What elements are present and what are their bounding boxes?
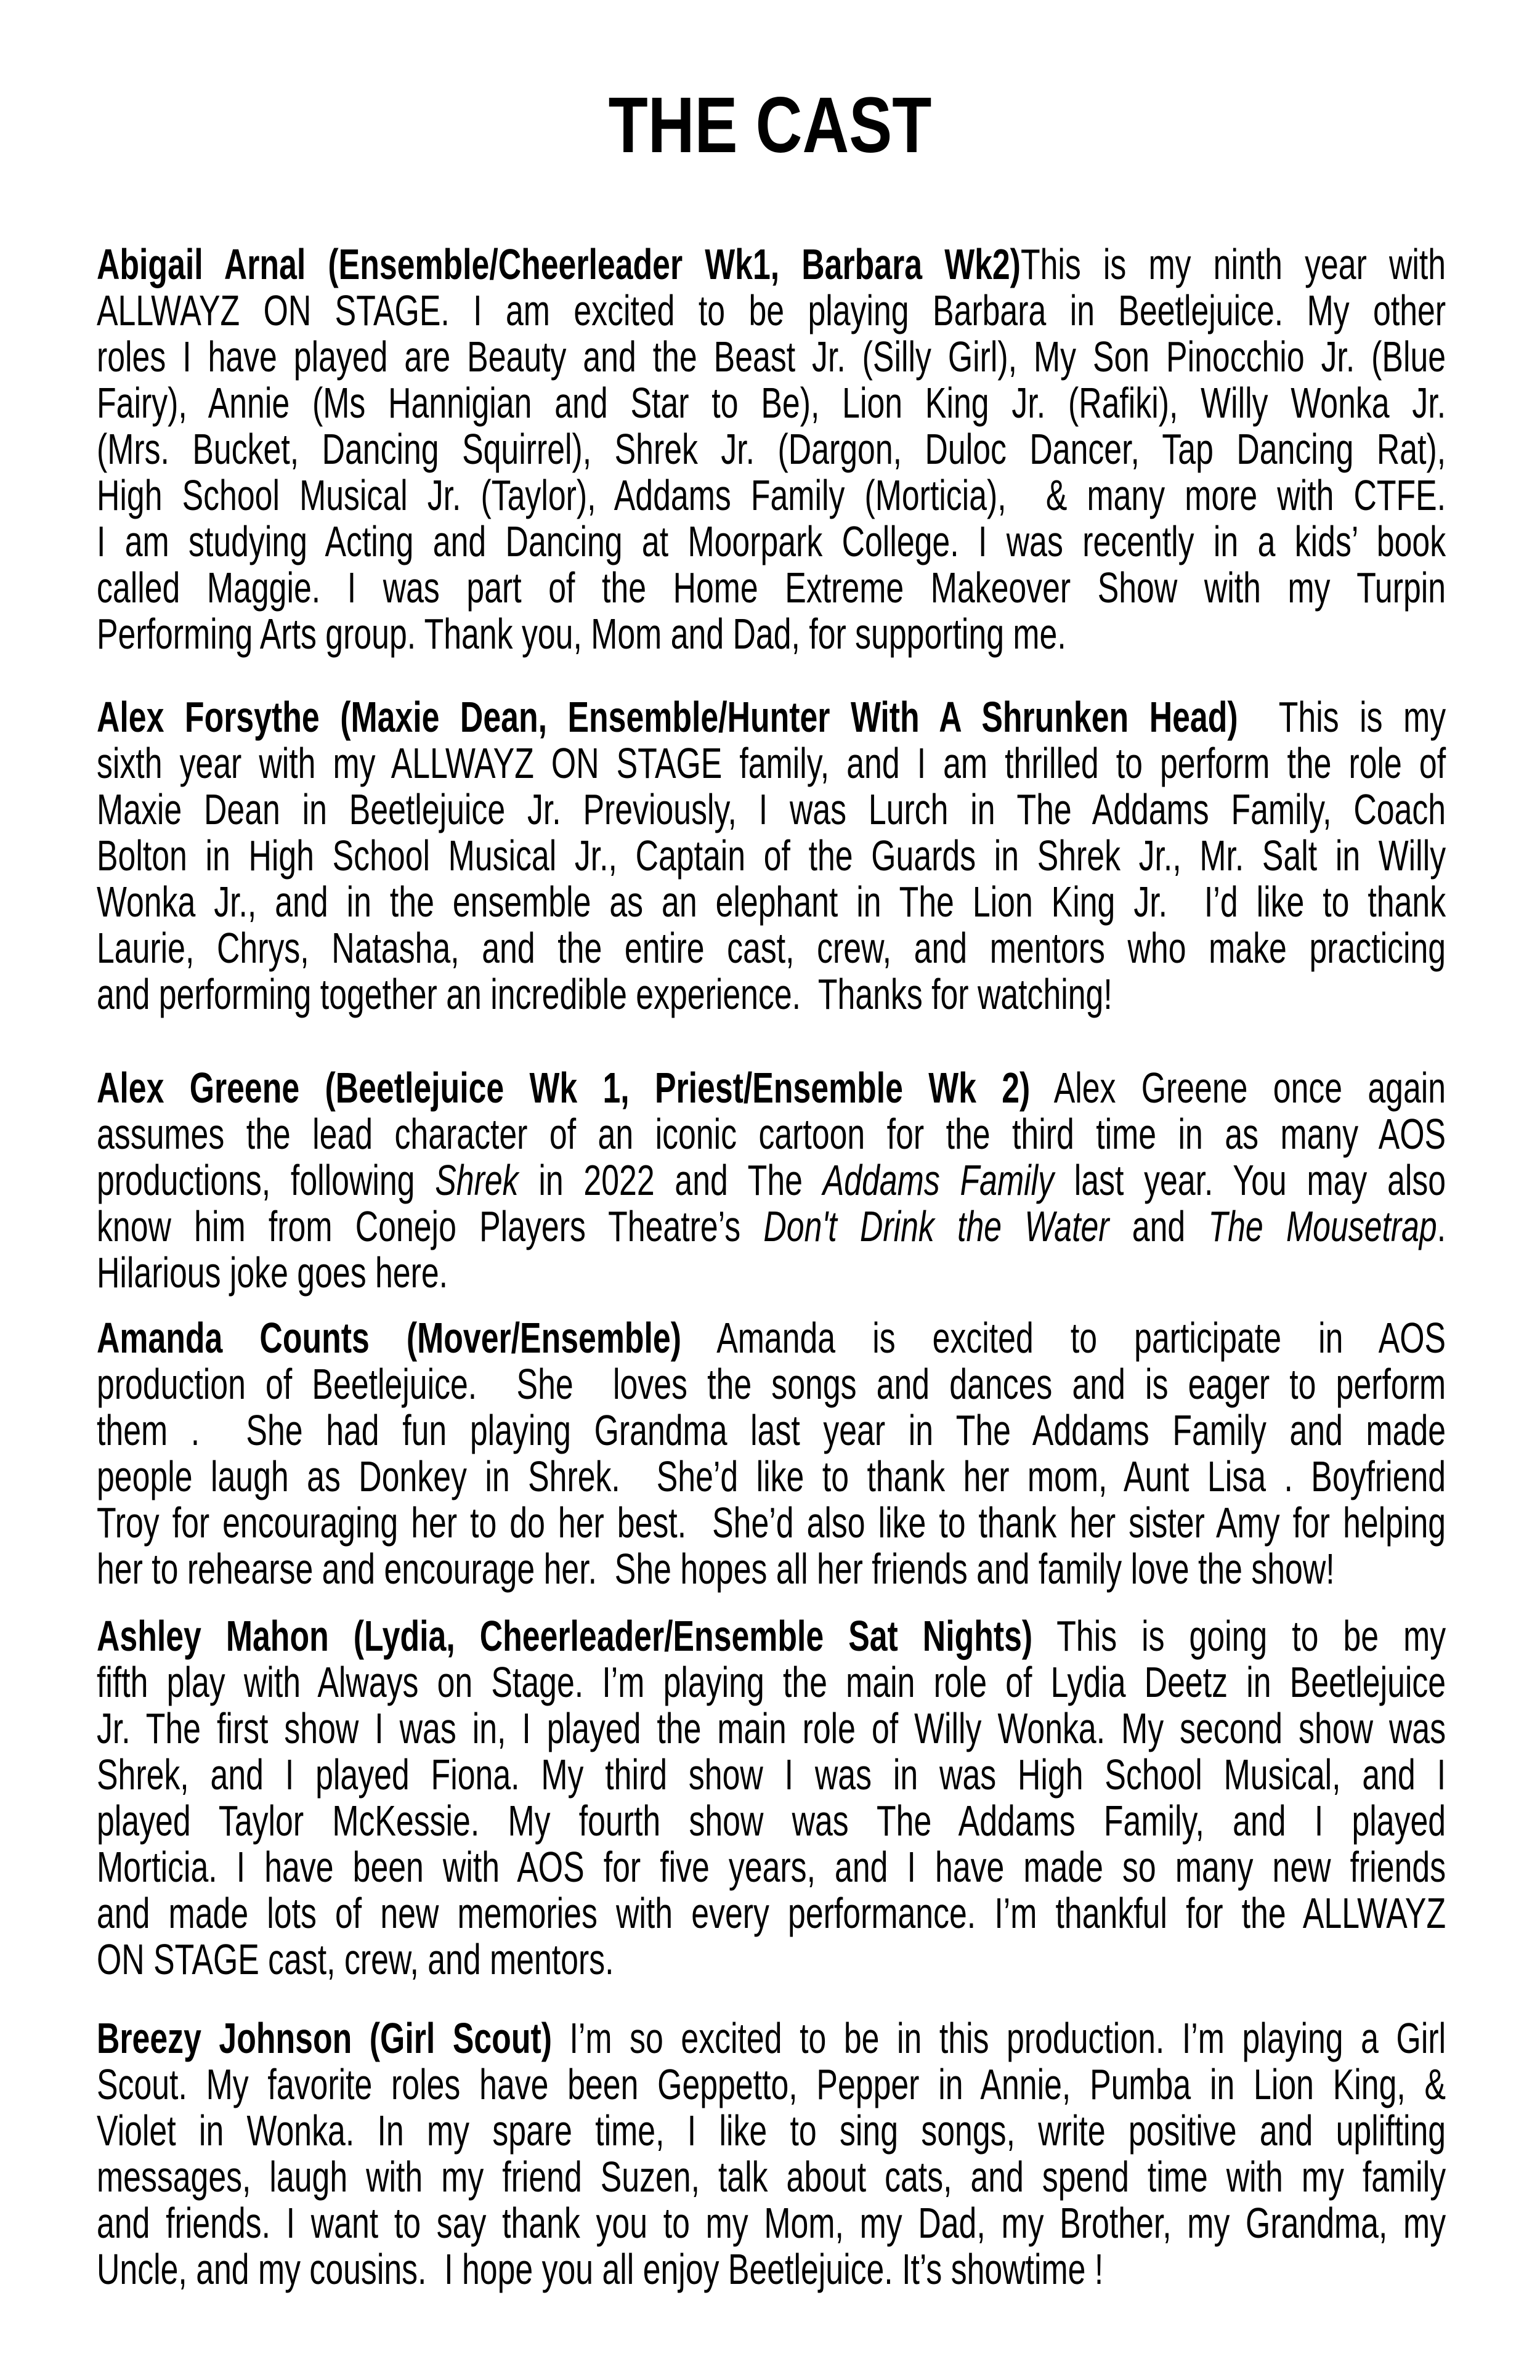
text-run: This is my xyxy=(1238,693,1446,741)
text-run: Uncle, and my cousins. I hope you all enjoy Beetlejuice. It’s showtime ! xyxy=(97,2245,1104,2293)
text-run: fifth play with Always on Stage. I’m playing the main role of Lydia Deetz in Beetlejuice xyxy=(97,1658,1446,1706)
bio-line xyxy=(97,519,1446,565)
bio-line xyxy=(97,1546,1446,1592)
text-run: I am studying Acting and Dancing at Moorpark College. I was recently in a kids’ book xyxy=(97,517,1446,565)
bio-line xyxy=(97,1937,1446,1983)
bio-heading-run: Ashley Mahon (Lydia, Cheerleader/Ensemble Sat Nights) xyxy=(97,1612,1033,1660)
bio-heading-run: Amanda Counts (Mover/Ensemble) xyxy=(97,1314,681,1362)
bio-ashley-mahon xyxy=(97,1613,1446,1983)
bio-alex-forsythe xyxy=(97,694,1446,1018)
text-run: and friends. I want to say thank you to my Mom, my Dad, my Brother, my Grandma, my xyxy=(97,2199,1446,2247)
bio-heading-run: Alex Forsythe (Maxie Dean, Ensemble/Hunter With A Shrunken Head) xyxy=(97,693,1238,741)
text-run: people laugh as Donkey in Shrek. She’d like to thank her mom, Aunt Lisa . Boyfriend xyxy=(97,1452,1446,1500)
text-run: roles I have played are Beauty and the Beast Jr. (Silly Girl), My Son Pinocchio Jr. (Blue xyxy=(97,333,1446,381)
bio-line xyxy=(97,1250,1446,1296)
show-title-run: Shrek xyxy=(435,1156,519,1204)
bio-line xyxy=(97,1204,1446,1250)
bio-line xyxy=(97,2200,1446,2246)
bio-line xyxy=(97,787,1446,833)
bio-line xyxy=(97,1500,1446,1546)
text-run: played Taylor McKessie. My fourth show was The Addams Family, and I played xyxy=(97,1797,1446,1845)
bio-line xyxy=(97,879,1446,925)
text-run: ALLWAYZ ON STAGE. I am excited to be playing Barbara in Beetlejuice. My other xyxy=(97,286,1446,334)
bio-breezy-johnson xyxy=(97,2015,1446,2293)
text-run: Jr. The first show I was in, I played the main role of Willy Wonka. My second show was xyxy=(97,1704,1446,1752)
show-title-run: The Mousetrap xyxy=(1208,1202,1437,1250)
text-run: Bolton in High School Musical Jr., Captain of the Guards in Shrek Jr., Mr. Salt in Willy xyxy=(97,832,1446,880)
bio-line xyxy=(97,472,1446,519)
text-run: productions, following xyxy=(97,1156,436,1204)
text-run: . xyxy=(1437,1202,1446,1250)
text-run: her to rehearse and encourage her. She hopes all her friends and family love the show! xyxy=(97,1545,1335,1593)
text-run: This is going to be my xyxy=(1032,1612,1446,1660)
text-run: Hilarious joke goes here. xyxy=(97,1249,448,1297)
bio-heading-run: Abigail Arnal (Ensemble/Cheerleader Wk1, Barbara Wk2) xyxy=(97,240,1021,288)
text-run: Laurie, Chrys, Natasha, and the entire cast, crew, and mentors who make practicing xyxy=(97,924,1446,972)
bio-line xyxy=(97,2062,1446,2108)
bio-abigail-arnal xyxy=(97,241,1446,657)
show-title-run: Addams Family xyxy=(822,1156,1054,1204)
page-title: THE CAST xyxy=(608,81,932,169)
bio-line xyxy=(97,611,1446,657)
bio-line xyxy=(97,1407,1446,1454)
bio-line xyxy=(97,1361,1446,1407)
bio-line xyxy=(97,1613,1446,1659)
show-title-run: Don't Drink the Water xyxy=(763,1202,1109,1250)
text-run: last year. You may also xyxy=(1053,1156,1446,1204)
text-run: sixth year with my ALLWAYZ ON STAGE family, and I am thrilled to perform the role of xyxy=(97,739,1446,787)
text-run: and made lots of new memories with every performance. I’m thankful for the ALLWAYZ xyxy=(97,1889,1446,1937)
text-run: Amanda is excited to participate in AOS xyxy=(681,1314,1446,1362)
text-run: Violet in Wonka. In my spare time, I like to sing songs, write positive and uplifting xyxy=(97,2107,1446,2155)
text-run: (Mrs. Bucket, Dancing Squirrel), Shrek Jr. (Dargon, Duloc Dancer, Tap Dancing Rat), xyxy=(97,425,1446,473)
text-run: and xyxy=(1109,1202,1209,1250)
bio-line xyxy=(97,740,1446,787)
text-run: Scout. My favorite roles have been Geppetto, Pepper in Annie, Pumba in Lion King, & xyxy=(97,2060,1446,2108)
bio-line xyxy=(97,1798,1446,1844)
text-run: in 2022 and The xyxy=(518,1156,823,1204)
bio-line xyxy=(97,833,1446,879)
bio-line xyxy=(97,1315,1446,1361)
text-run: know him from Conejo Players Theatre’s xyxy=(97,1202,764,1250)
text-run: production of Beetlejuice. She loves the songs and dances and is eager to perform xyxy=(97,1360,1446,1408)
bio-line xyxy=(97,1752,1446,1798)
bio-line xyxy=(97,2154,1446,2200)
text-run: Performing Arts group. Thank you, Mom and Dad, for supporting me. xyxy=(97,610,1066,658)
bio-line xyxy=(97,1111,1446,1157)
bio-line xyxy=(97,334,1446,380)
bio-line xyxy=(97,380,1446,426)
text-run: ON STAGE cast, crew, and mentors. xyxy=(97,1935,614,1983)
text-run: them . She had fun playing Grandma last year in The Addams Family and made xyxy=(97,1406,1446,1454)
text-run: Morticia. I have been with AOS for five years, and I have made so many new friends xyxy=(97,1843,1446,1891)
text-run: This is my ninth year with xyxy=(1020,240,1446,288)
bio-line xyxy=(97,288,1446,334)
bio-line xyxy=(97,1157,1446,1204)
text-run: Fairy), Annie (Ms Hannigian and Star to Be), Lion King Jr. (Rafiki), Willy Wonka Jr. xyxy=(97,379,1446,427)
text-run: Maxie Dean in Beetlejuice Jr. Previously, I was Lurch in The Addams Family, Coach xyxy=(97,785,1446,833)
text-run: and performing together an incredible experience. Thanks for watching! xyxy=(97,970,1112,1018)
bio-alex-greene xyxy=(97,1065,1446,1296)
bio-line xyxy=(97,1706,1446,1752)
bio-line xyxy=(97,2108,1446,2154)
bio-heading-run: Breezy Johnson (Girl Scout) xyxy=(97,2014,552,2062)
text-run: Shrek, and I played Fiona. My third show I was in was High School Musical, and I xyxy=(97,1751,1446,1799)
text-run: I’m so excited to be in this production. I’m playing a Girl xyxy=(551,2014,1446,2062)
bio-line xyxy=(97,694,1446,740)
text-run: called Maggie. I was part of the Home Extreme Makeover Show with my Turpin xyxy=(97,564,1446,612)
bio-line xyxy=(97,1890,1446,1937)
text-run: assumes the lead character of an iconic cartoon for the third time in as many AOS xyxy=(97,1110,1446,1158)
bio-line xyxy=(97,1454,1446,1500)
page-title-row xyxy=(0,81,1540,169)
bio-amanda-counts xyxy=(97,1315,1446,1592)
bio-line xyxy=(97,1065,1446,1111)
bio-line xyxy=(97,925,1446,971)
bio-line xyxy=(97,2015,1446,2062)
bio-line xyxy=(97,241,1446,288)
text-run: messages, laugh with my friend Suzen, talk about cats, and spend time with my family xyxy=(97,2153,1446,2201)
bio-line xyxy=(97,1844,1446,1890)
bio-line xyxy=(97,565,1446,611)
bio-line xyxy=(97,971,1446,1018)
cast-bios xyxy=(97,241,1446,2293)
bio-line xyxy=(97,2246,1446,2293)
text-run: High School Musical Jr. (Taylor), Addams Family (Morticia), & many more with CTFE. xyxy=(97,471,1446,519)
text-run: Troy for encouraging her to do her best. She’d also like to thank her sister Amy for helping xyxy=(97,1499,1446,1547)
text-run: Alex Greene once again xyxy=(1030,1064,1446,1112)
text-run: Wonka Jr., and in the ensemble as an elephant in The Lion King Jr. I’d like to thank xyxy=(97,878,1446,926)
bio-line xyxy=(97,426,1446,472)
bio-line xyxy=(97,1659,1446,1706)
bio-heading-run: Alex Greene (Beetlejuice Wk 1, Priest/Ensemble Wk 2) xyxy=(97,1064,1031,1112)
